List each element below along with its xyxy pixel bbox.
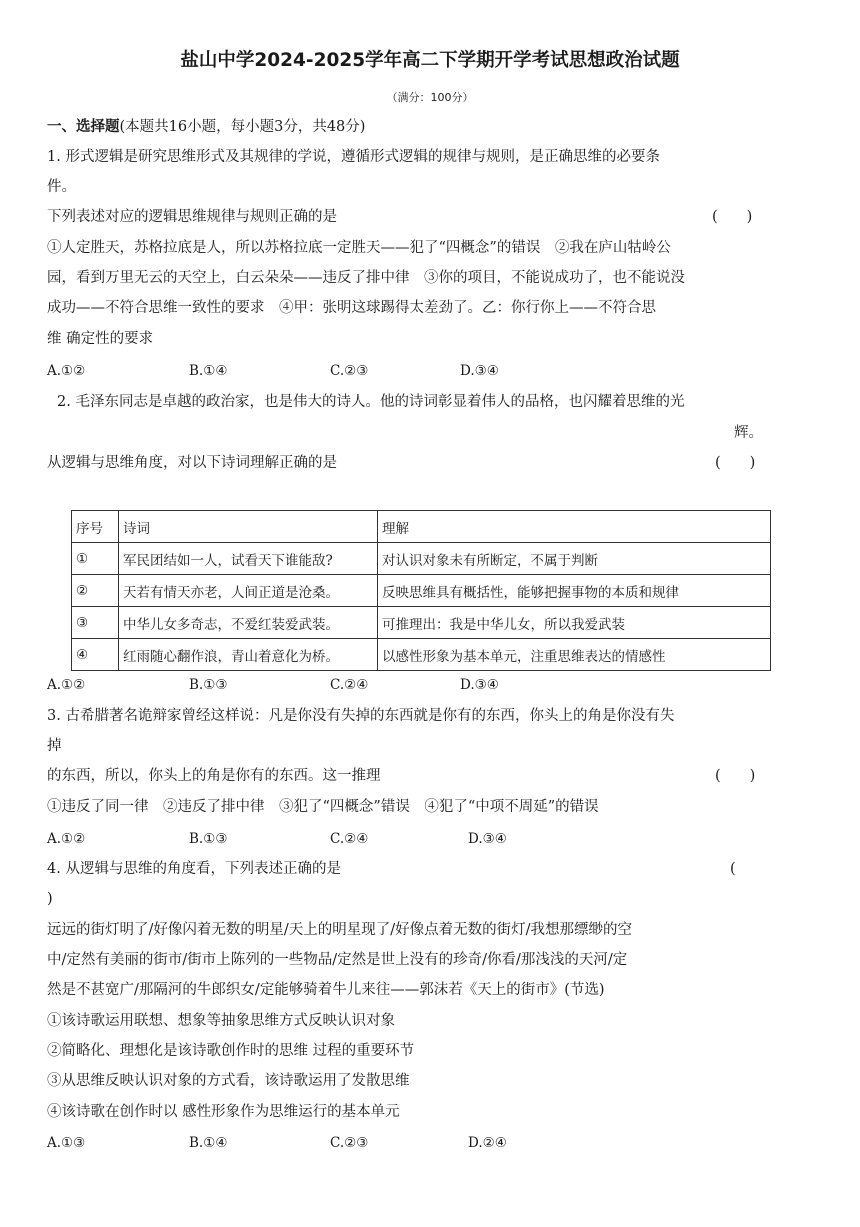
table-cell: 可推理出：我是中华儿女，所以我爱武装 bbox=[378, 607, 771, 639]
table-cell: ④ bbox=[72, 639, 119, 671]
q1-line-6: 成功——不符合思维一致性的要求 ④甲：张明这球踢得太差劲了。乙：你行你上——不符合思 bbox=[47, 300, 656, 316]
q4-paren-close: ) bbox=[47, 891, 53, 907]
q4-statement-3: ③从思维反映认识对象的方式看，该诗歌运用了发散思维 bbox=[47, 1073, 410, 1089]
table-header-cell: 理解 bbox=[378, 511, 771, 543]
section-heading bbox=[47, 118, 365, 136]
q3-line-3: 的东西，所以，你头上的角是你有的东西。这一推理 bbox=[47, 768, 381, 784]
q3-line-4: ①违反了同一律 ②违反了排中律 ③犯了“四概念”错误 ④犯了“中项不周延”的错误 bbox=[47, 799, 599, 815]
section-label: 一、选择题 bbox=[47, 119, 120, 135]
q2-answer-paren: ( ) bbox=[715, 455, 756, 471]
table-cell: ③ bbox=[72, 607, 119, 639]
table-row bbox=[72, 607, 771, 639]
q1-option-d[interactable]: D.③④ bbox=[460, 363, 499, 379]
q4-poem-line-1: 远远的街灯明了/好像闪着无数的明星/天上的明星现了/好像点着无数的街灯/我想那缥缈的空 bbox=[47, 922, 633, 938]
table-header-cell: 序号 bbox=[72, 511, 119, 543]
table-header-cell: 诗词 bbox=[119, 511, 378, 543]
q4-option-a[interactable]: A.①③ bbox=[47, 1135, 86, 1151]
q4-option-d[interactable]: D.②④ bbox=[468, 1135, 507, 1151]
q2-option-d[interactable]: D.③④ bbox=[460, 677, 499, 693]
q3-option-b[interactable]: B.①③ bbox=[189, 831, 228, 847]
q1-line-5: 园，看到万里无云的天空上，白云朵朵——违反了排中律 ③你的项目，不能说成功了，也不能说没 bbox=[47, 270, 685, 286]
table-row bbox=[72, 639, 771, 671]
q4-poem-line-2: 中/定然有美丽的街市/街市上陈列的一些物品/定然是世上没有的珍奇/你看/那浅浅的天河/定 bbox=[47, 952, 628, 968]
table-cell: ② bbox=[72, 575, 119, 607]
q4-option-c[interactable]: C.②③ bbox=[330, 1135, 369, 1151]
table-cell: ① bbox=[72, 543, 119, 575]
table-cell: 军民团结如一人，试看天下谁能敌? bbox=[119, 543, 378, 575]
q1-line-1: 1. 形式逻辑是研究思维形式及其规律的学说，遵循形式逻辑的规律与规则，是正确思维的必要条 bbox=[47, 149, 660, 165]
page-title: 盐山中学2024-2025学年高二下学期开学考试思想政治试题 bbox=[180, 50, 680, 71]
table-cell: 对认识对象未有所断定，不属于判断 bbox=[378, 543, 771, 575]
q1-option-b[interactable]: B.①④ bbox=[189, 363, 228, 379]
q4-statement-2: ②简略化、理想化是该诗歌创作时的思维 过程的重要环节 bbox=[47, 1043, 415, 1059]
q4-line-1: 4. 从逻辑与思维的角度看，下列表述正确的是 bbox=[47, 861, 341, 877]
table-cell: 中华儿女多奇志，不爱红装爱武装。 bbox=[119, 607, 378, 639]
q1-line-7: 维 确定性的要求 bbox=[47, 331, 154, 347]
q2-line-3: 从逻辑与思维角度，对以下诗词理解正确的是 bbox=[47, 455, 337, 471]
q3-line-2: 掉 bbox=[47, 738, 62, 754]
q1-answer-paren: ( ) bbox=[712, 209, 753, 225]
table-cell: 以感性形象为基本单元，注重思维表达的情感性 bbox=[378, 639, 771, 671]
q3-answer-paren: ( ) bbox=[715, 768, 756, 784]
q1-line-2: 件。 bbox=[47, 179, 76, 195]
q4-statement-4: ④该诗歌在创作时以 感性形象作为思维运行的基本单元 bbox=[47, 1104, 400, 1120]
q2-option-b[interactable]: B.①③ bbox=[189, 677, 228, 693]
table-row bbox=[72, 575, 771, 607]
table-cell: 红雨随心翻作浪，青山着意化为桥。 bbox=[119, 639, 378, 671]
q2-option-a[interactable]: A.①② bbox=[47, 677, 86, 693]
table-row bbox=[72, 543, 771, 575]
q1-option-a[interactable]: A.①② bbox=[47, 363, 86, 379]
score-note: （满分：100分） bbox=[386, 91, 474, 104]
poetry-table bbox=[71, 510, 771, 671]
q4-poem-line-3: 然是不甚宽广/那隔河的牛郎织女/定能够骑着牛儿来往——郭沫若《天上的街市》(节选) bbox=[47, 982, 605, 998]
q3-option-a[interactable]: A.①② bbox=[47, 831, 86, 847]
section-desc: (本题共16小题，每小题3分，共48分) bbox=[119, 119, 366, 135]
q1-option-c[interactable]: C.②③ bbox=[330, 363, 369, 379]
q2-line-2: 辉。 bbox=[734, 425, 763, 441]
q1-line-4: ①人定胜天，苏格拉底是人，所以苏格拉底一定胜天——犯了“四概念”的错误 ②我在庐山牯岭公 bbox=[47, 240, 671, 256]
q4-option-b[interactable]: B.①④ bbox=[189, 1135, 228, 1151]
q3-line-1: 3. 古希腊著名诡辩家曾经这样说：凡是你没有失掉的东西就是你有的东西，你头上的角是你没有失 bbox=[47, 708, 675, 724]
q4-statement-1: ①该诗歌运用联想、想象等抽象思维方式反映认识对象 bbox=[47, 1013, 395, 1029]
q2-line-1: 2. 毛泽东同志是卓越的政治家，也是伟大的诗人。他的诗词彰显着伟人的品格，也闪耀着思维的光 bbox=[57, 394, 685, 410]
table-cell: 天若有情天亦老，人间正道是沧桑。 bbox=[119, 575, 378, 607]
q3-option-c[interactable]: C.②④ bbox=[330, 831, 369, 847]
q2-option-c[interactable]: C.②④ bbox=[330, 677, 369, 693]
q1-line-3: 下列表述对应的逻辑思维规律与规则正确的是 bbox=[47, 209, 337, 225]
q3-option-d[interactable]: D.③④ bbox=[468, 831, 507, 847]
q4-paren-open: ( bbox=[730, 861, 736, 877]
table-cell: 反映思维具有概括性，能够把握事物的本质和规律 bbox=[378, 575, 771, 607]
table-header-row bbox=[72, 511, 771, 543]
